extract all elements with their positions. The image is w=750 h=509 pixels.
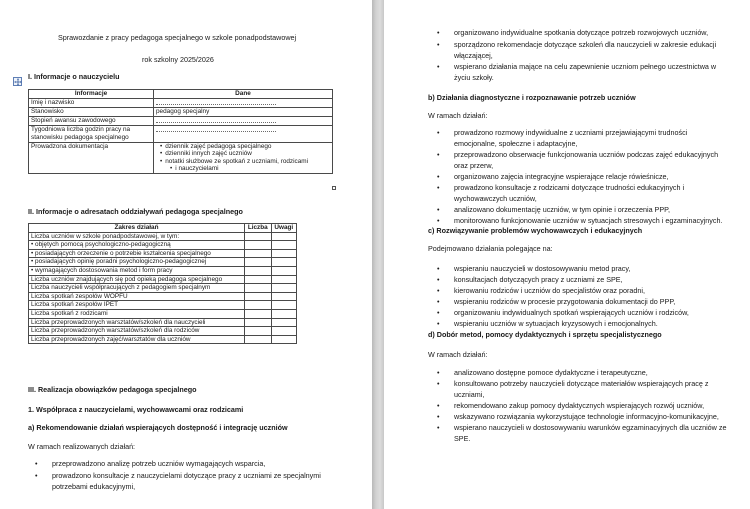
table-cell[interactable] <box>271 275 296 284</box>
table-cell[interactable] <box>271 284 296 293</box>
list-item: • sporządzono rekomendacje dotyczące szkoleń dla nauczycieli w zakresie edukacji <box>454 40 716 49</box>
table-row <box>29 249 297 258</box>
column-header: Dane <box>154 90 333 99</box>
table-row <box>29 318 297 327</box>
list-item: • analizowano dokumentację uczniów, w tym opinie i orzeczenia PPP, <box>454 205 670 214</box>
section-heading: II. Informacje o adresatach oddziaływań pedagoga specjalnego <box>28 207 243 216</box>
list-item: • prowadzono rozmowy indywidualne z uczniami przejawiającymi trudności <box>454 128 687 137</box>
document-page-left <box>0 0 372 509</box>
list-item: • organizowaniu indywidualnych spotkań wspierających uczniów i rodziców, <box>454 308 689 317</box>
table-cell[interactable]: Liczba przeprowadzonych warsztatów/szkoleń dla nauczycieli <box>29 318 245 327</box>
documentation-list <box>156 143 330 173</box>
table-cell[interactable]: Liczba spotkań z rodzicami <box>29 309 245 318</box>
table-cell[interactable]: Liczba uczniów znajdujących się pod opieką pedagoga specjalnego <box>29 275 245 284</box>
table-cell[interactable] <box>245 275 272 284</box>
table-row <box>29 241 297 250</box>
table-cell-line: stanowisku pedagoga specjalnego <box>31 133 129 141</box>
table-cell[interactable] <box>245 292 272 301</box>
table-cell[interactable] <box>154 98 333 108</box>
list-item: • wspierano nauczycieli w dostosowywaniu warunków egzaminacyjnych dla uczniów ze <box>454 423 726 432</box>
column-header: Informacje <box>29 90 154 99</box>
table-cell[interactable]: pedagog specjalny <box>154 108 333 117</box>
table-cell[interactable] <box>245 284 272 293</box>
list-item: • konsultowano potrzeby nauczycieli dotyczące materiałów wspierających pracę z <box>454 379 708 388</box>
dotted-fill-line <box>156 117 276 123</box>
table-cell[interactable] <box>245 241 272 250</box>
teacher-info-table <box>28 89 333 174</box>
table-cell[interactable] <box>154 142 333 173</box>
table-cell[interactable] <box>245 266 272 275</box>
list-item: • prowadzono konsultacje z rodzicami dotyczące trudności edukacyjnych i <box>454 183 684 192</box>
list-item: • rekomendowano zakup pomocy dydaktycznych wspierających rozwój uczniów, <box>454 401 704 410</box>
table-cell[interactable]: • objętych pomocą psychologiczno-pedagogiczną <box>29 241 245 250</box>
school-year: rok szkolny 2025/2026 <box>142 55 214 64</box>
list-item: • prowadzono konsultacje z nauczycielami dotyczące pracy z uczniami ze specjalnymi <box>52 471 321 480</box>
list-item-continuation: uczniami, <box>454 390 485 399</box>
document-title: Sprawozdanie z pracy pedagoga specjalnego w szkole ponadpodstawowej <box>58 33 297 42</box>
table-cell[interactable] <box>271 309 296 318</box>
list-item-continuation: włączającej, <box>454 51 493 60</box>
paragraph: Podejmowano działania polegające na: <box>428 244 553 253</box>
table-cell[interactable] <box>271 258 296 267</box>
recipients-table <box>28 223 297 344</box>
list-item: • kierowaniu rodziców i uczniów do specjalistów oraz poradni, <box>454 286 645 295</box>
table-cell[interactable]: Liczba przeprowadzonych zajęć/warsztatów dla uczniów <box>29 335 245 344</box>
table-cell[interactable]: • posiadających orzeczenie o potrzebie kształcenia specjalnego <box>29 249 245 258</box>
subsection-heading: d) Dobór metod, pomocy dydaktycznych i sprzętu specjalistycznego <box>428 330 662 339</box>
table-cell[interactable] <box>271 292 296 301</box>
list-item-continuation: emocjonalne, społeczne i adaptacyjne, <box>454 139 578 148</box>
table-cell[interactable] <box>271 318 296 327</box>
table-row <box>29 309 297 318</box>
table-cell[interactable]: Liczba przeprowadzonych warsztatów/szkoleń dla rodziców <box>29 327 245 336</box>
list-item-continuation: potrzebami edukacyjnymi, <box>52 482 136 491</box>
table-row <box>29 142 333 173</box>
table-cell[interactable] <box>29 126 154 142</box>
table-cell[interactable]: Liczba uczniów w szkole ponadpodstawowej, w tym: <box>29 232 245 241</box>
dotted-fill-line <box>156 126 276 132</box>
table-row <box>29 266 297 275</box>
table-cell[interactable]: Imię i nazwisko <box>29 98 154 108</box>
table-cell[interactable] <box>245 301 272 310</box>
document-page-right <box>384 0 750 509</box>
column-header: Liczba <box>245 224 272 233</box>
list-item: • dzienniki innych zajęć uczniów <box>156 150 330 158</box>
list-item-continuation <box>156 165 330 173</box>
subsection-heading: b) Działania diagnostyczne i rozpoznawanie potrzeb uczniów <box>428 93 636 102</box>
section-heading: III. Realizacja obowiązków pedagoga specjalnego <box>28 385 197 394</box>
table-cell[interactable] <box>245 232 272 241</box>
table-row <box>29 126 333 142</box>
list-item: • wspieraniu uczniów w sytuacjach kryzysowych i emocjonalnych. <box>454 319 658 328</box>
subsection-heading: 1. Współpraca z nauczycielami, wychowawcami oraz rodzicami <box>28 405 244 414</box>
table-cell[interactable] <box>245 249 272 258</box>
table-move-icon[interactable] <box>13 77 22 86</box>
list-item: • wskazywano rozwiązania wykorzystujące technologie informacyjno-komunikacyjne, <box>454 412 719 421</box>
table-cell[interactable] <box>271 266 296 275</box>
paragraph: W ramach realizowanych działań: <box>28 442 136 451</box>
list-item-continuation: życiu szkoły. <box>454 73 494 82</box>
subsection-heading: c) Rozwiązywanie problemów wychowawczych i edukacyjnych <box>428 226 643 235</box>
list-item-continuation: SPE. <box>454 434 471 443</box>
paragraph: W ramach działań: <box>428 350 488 359</box>
page-gap <box>372 0 384 509</box>
table-cell-line: Tygodniowa liczba godzin pracy na <box>31 126 131 134</box>
list-item: • organizowano zajęcia integracyjne wspierające relacje rówieśnicze, <box>454 172 669 181</box>
table-row <box>29 108 333 117</box>
list-item-text: i nauczycielami <box>175 165 219 173</box>
table-row <box>29 292 297 301</box>
table-cell[interactable] <box>271 249 296 258</box>
table-row <box>29 275 297 284</box>
table-cell[interactable] <box>245 327 272 336</box>
list-item-continuation: wychowawczych uczniów, <box>454 194 537 203</box>
list-item: • analizowano dostępne pomoce dydaktyczne i terapeutyczne, <box>454 368 648 377</box>
list-item: • przeprowadzono analizę potrzeb uczniów wymagających wsparcia, <box>52 459 265 468</box>
list-item: • wspieraniu nauczycieli w dostosowywaniu metod pracy, <box>454 264 630 273</box>
table-cell[interactable]: Liczba spotkań zespołów WOPFU <box>29 292 245 301</box>
list-item: • dziennik zajęć pedagoga specjalnego <box>156 143 330 151</box>
table-cell[interactable] <box>271 327 296 336</box>
table-row <box>29 301 297 310</box>
list-item-continuation: oraz przerw, <box>454 161 494 170</box>
table-resize-handle[interactable] <box>332 186 336 190</box>
table-cell[interactable]: • posiadających opinię poradni psychologiczno-pedagogicznej <box>29 258 245 267</box>
table-cell[interactable]: Prowadzona dokumentacja <box>29 142 154 173</box>
table-cell[interactable] <box>245 258 272 267</box>
table-cell[interactable]: Stopień awansu zawodowego <box>29 116 154 126</box>
list-item: • monitorowano funkcjonowanie uczniów w sytuacjach stresowych i egzaminacyjnych. <box>454 216 722 225</box>
table-row <box>29 258 297 267</box>
table-row <box>29 327 297 336</box>
list-item: • wspierano działania mające na celu zapewnienie uczniom pełnego uczestnictwa w <box>454 62 716 71</box>
list-item: • wspieraniu rodziców w procesie przygotowania dokumentacji do PPP, <box>454 297 675 306</box>
table-cell[interactable]: Stanowisko <box>29 108 154 117</box>
table-row <box>29 284 297 293</box>
table-cell[interactable] <box>154 126 333 142</box>
table-cell[interactable] <box>271 301 296 310</box>
table-row <box>29 98 333 108</box>
list-item: • organizowano indywidualne spotkania dotyczące potrzeb rozwojowych uczniów, <box>454 28 708 37</box>
column-header: Uwagi <box>271 224 296 233</box>
table-cell[interactable] <box>245 309 272 318</box>
list-item: • konsultacjach dotyczących pracy z uczniami ze SPE, <box>454 275 623 284</box>
table-cell[interactable] <box>271 335 296 344</box>
table-row <box>29 335 297 344</box>
subsection-heading: a) Rekomendowanie działań wspierających dostępność i integrację uczniów <box>28 423 288 432</box>
dotted-fill-line <box>156 99 276 105</box>
table-cell[interactable] <box>271 232 296 241</box>
table-cell[interactable] <box>245 335 272 344</box>
table-cell[interactable] <box>271 241 296 250</box>
list-item: • notatki służbowe ze spotkań z uczniami, rodzicami <box>156 158 330 166</box>
column-header: Zakres działań <box>29 224 245 233</box>
table-cell[interactable] <box>154 116 333 126</box>
section-heading: I. Informacje o nauczycielu <box>28 72 120 81</box>
table-cell[interactable]: Liczba nauczycieli współpracujących z pedagogiem specjalnym <box>29 284 245 293</box>
list-item: • przeprowadzono obserwacje funkcjonowania uczniów podczas zajęć edukacyjnych <box>454 150 718 159</box>
table-cell[interactable]: • wymagających dostosowania metod i form pracy <box>29 266 245 275</box>
paragraph: W ramach działań: <box>428 111 488 120</box>
table-row <box>29 232 297 241</box>
table-row <box>29 116 333 126</box>
table-cell[interactable]: Liczba spotkań zespołów IPET <box>29 301 245 310</box>
table-cell[interactable] <box>245 318 272 327</box>
